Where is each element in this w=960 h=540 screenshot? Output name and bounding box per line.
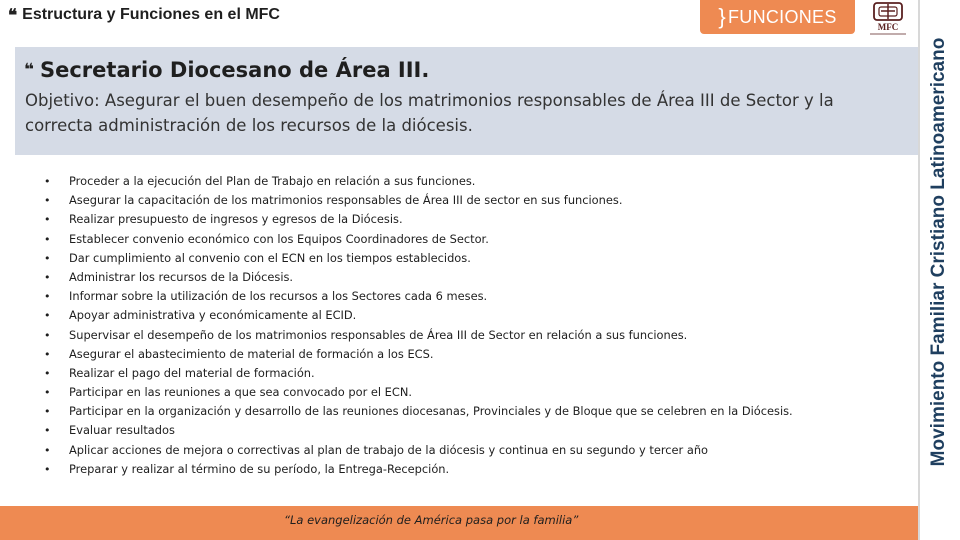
bullet-icon: •: [44, 386, 51, 400]
bullet-icon: •: [44, 366, 51, 380]
list-item-text: Dar cumplimiento al convenio con el ECN en los tiempos establecidos.: [69, 250, 471, 265]
list-item-text: Establecer convenio económico con los Equipos Coordinadores de Sector.: [69, 231, 489, 246]
list-item-text: Evaluar resultados: [69, 423, 175, 438]
bullet-icon: •: [44, 175, 51, 188]
list-item: [44, 383, 793, 402]
bullet-icon: •: [44, 424, 51, 438]
logo-text: MFC: [877, 22, 899, 32]
list-item: [44, 421, 793, 440]
functions-list: [44, 172, 793, 479]
bullet-icon: •: [44, 347, 51, 361]
brace-icon: }: [718, 4, 726, 29]
list-item-text: Apoyar administrativa y económicamente al ECID.: [69, 308, 357, 323]
bullet-icon: •: [44, 462, 51, 476]
footer-quote: “La evangelización de América pasa por la familia”: [284, 513, 579, 527]
list-item-text: Participar en la organización y desarrollo de las reuniones diocesanas, Provinciales y de Bloque que se celebren en la Diócesis.: [69, 404, 793, 419]
list-item-text: Aplicar acciones de mejora o correctivas al plan de trabajo de la diócesis y continua en su segundo y tercer año: [69, 442, 709, 457]
quote-bullet-icon: ❝: [24, 59, 34, 80]
list-item-text: Informar sobre la utilización de los recursos a los Sectores cada 6 meses.: [69, 289, 488, 304]
side-banner-text: Movimiento Familiar Cristiano Latinoamericano: [928, 37, 949, 467]
list-item: [44, 460, 793, 479]
list-item: [44, 287, 793, 306]
mfc-logo: [864, 2, 912, 38]
bullet-icon: •: [44, 270, 51, 284]
list-item: [44, 441, 793, 460]
slide-heading-text: Estructura y Funciones en el MFC: [22, 6, 280, 23]
list-item: [44, 268, 793, 287]
list-item-text: Supervisar el desempeño de los matrimonios responsables de Área III de Sector en relación a sus funciones.: [69, 327, 688, 342]
bullet-icon: •: [44, 232, 51, 246]
list-item-text: Proceder a la ejecución del Plan de Trabajo en relación a sus funciones.: [69, 174, 476, 188]
bullet-icon: •: [44, 251, 51, 265]
list-item-text: Administrar los recursos de la Diócesis.: [69, 269, 294, 284]
bullet-icon: •: [44, 290, 51, 304]
section-title-text: Secretario Diocesano de Área III.: [39, 58, 430, 82]
list-item-text: Asegurar el abastecimiento de material de formación a los ECS.: [69, 346, 434, 361]
section-title: [24, 58, 429, 82]
list-item-text: Participar en las reuniones a que sea convocado por el ECN.: [69, 385, 412, 400]
bullet-icon: •: [44, 328, 51, 342]
bullet-icon: •: [44, 309, 51, 323]
list-item: [44, 345, 793, 364]
list-item: [44, 172, 793, 191]
list-item-text: Preparar y realizar al término de su período, la Entrega-Recepción.: [69, 461, 450, 476]
funciones-tab-label: FUNCIONES: [727, 6, 837, 27]
list-item: [44, 364, 793, 383]
quote-bullet-icon: ❝: [8, 5, 18, 25]
list-item-text: Realizar presupuesto de ingresos y egresos de la Diócesis.: [69, 212, 403, 227]
list-item-text: Realizar el pago del material de formación.: [69, 365, 315, 380]
slide-heading: [8, 6, 280, 24]
objective-text: Objetivo: Asegurar el buen desempeño de los matrimonios responsables de Área III de Sector y la correcta administración de los recursos de la diócesis.: [25, 91, 834, 135]
bullet-icon: •: [44, 213, 51, 227]
list-item: [44, 191, 793, 210]
list-item: [44, 306, 793, 325]
list-item: [44, 402, 793, 421]
list-item: [44, 230, 793, 249]
funciones-tab: [700, 0, 855, 34]
list-item: [44, 210, 793, 229]
bullet-icon: •: [44, 194, 51, 208]
bullet-icon: •: [44, 405, 51, 419]
list-item: [44, 326, 793, 345]
bullet-icon: •: [44, 443, 51, 457]
list-item-text: Asegurar la capacitación de los matrimonios responsables de Área III de sector en sus funciones.: [69, 193, 623, 208]
list-item: [44, 249, 793, 268]
